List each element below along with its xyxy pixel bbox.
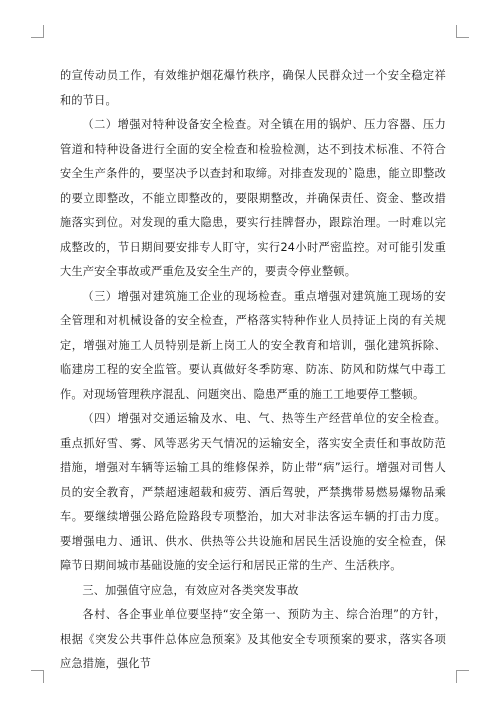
paragraph-special-equipment: （二）增强对特种设备安全检查。对全镇在用的锅炉、压力容器、压力管道和特种设备进行全面的安全检查和检验检测，达不到技术标准、不符合安全生产条件的，要坚决予以查封和取缔。对排查发现的`隐患，能立即整改的要立即整改，不能立即整改的，要限期整改，并确保责任、资金、整改措施落实到位。对发现的重大隐患，要实行挂牌督办，跟踪治理。一时难以完成整改的，节日期间要安排专人盯守，实行24小时严密监控。对可能引发重大生产安全事故或严重危及安全生产的，要责令停业整顿。 [60, 118, 446, 278]
paragraph-emergency: 各村、各企事业单位要坚持“安全第一、预防为主、综合治理”的方针，根据《突发公共事件总体应急预案》及其他安全专项预案的要求，落实各项应急措施，强化节 [60, 608, 446, 670]
paragraph-transport-utilities: （四）增强对交通运输及水、电、气、热等生产经营单位的安全检查。重点抓好雪、雾、风等恶劣天气情况的运输安全，落实安全责任和事故防范措施，增强对车辆等运输工具的维修保养，防止带“病”运行。增强对司售人员的安全教育，严禁超速超载和疲劳、酒后驾驶，严禁携带易燃易爆物品乘车。要继续增强公路危险路段专项整治，加大对非法客运车辆的打击力度。要增强电力、通讯、供水、供热等公共设施和居民生活设施的安全检查，保障节日期间城市基础设施的安全运行和居民正常的生产、生活秩序。 [60, 412, 446, 572]
paragraph-construction: （三）增强对建筑施工企业的现场检查。重点增强对建筑施工现场的安全管理和对机械设备的安全检查，严格落实特种作业人员持证上岗的有关规定，增强对施工人员特别是新上岗工人的安全教育和培训，强化建筑拆除、临建房工程的安全监管。要认真做好冬季防寒、防冻、防风和防煤气中毒工作。对现场管理秩序混乱、问题突出、隐患严重的施工工地要停工整顿。 [60, 289, 446, 401]
section-heading-emergency: 三、加强值守应急，有效应对各类突发事故 [82, 583, 299, 597]
crop-mark-bottom-right [456, 670, 469, 683]
paragraph-intro-continuation: 的宣传动员工作，有效维护烟花爆竹秩序，确保人民群众过一个安全稳定祥和的节日。 [60, 69, 446, 107]
document-body [60, 64, 446, 677]
crop-mark-top-left [31, 25, 44, 38]
crop-mark-bottom-left [31, 670, 44, 683]
crop-mark-top-right [456, 25, 469, 38]
